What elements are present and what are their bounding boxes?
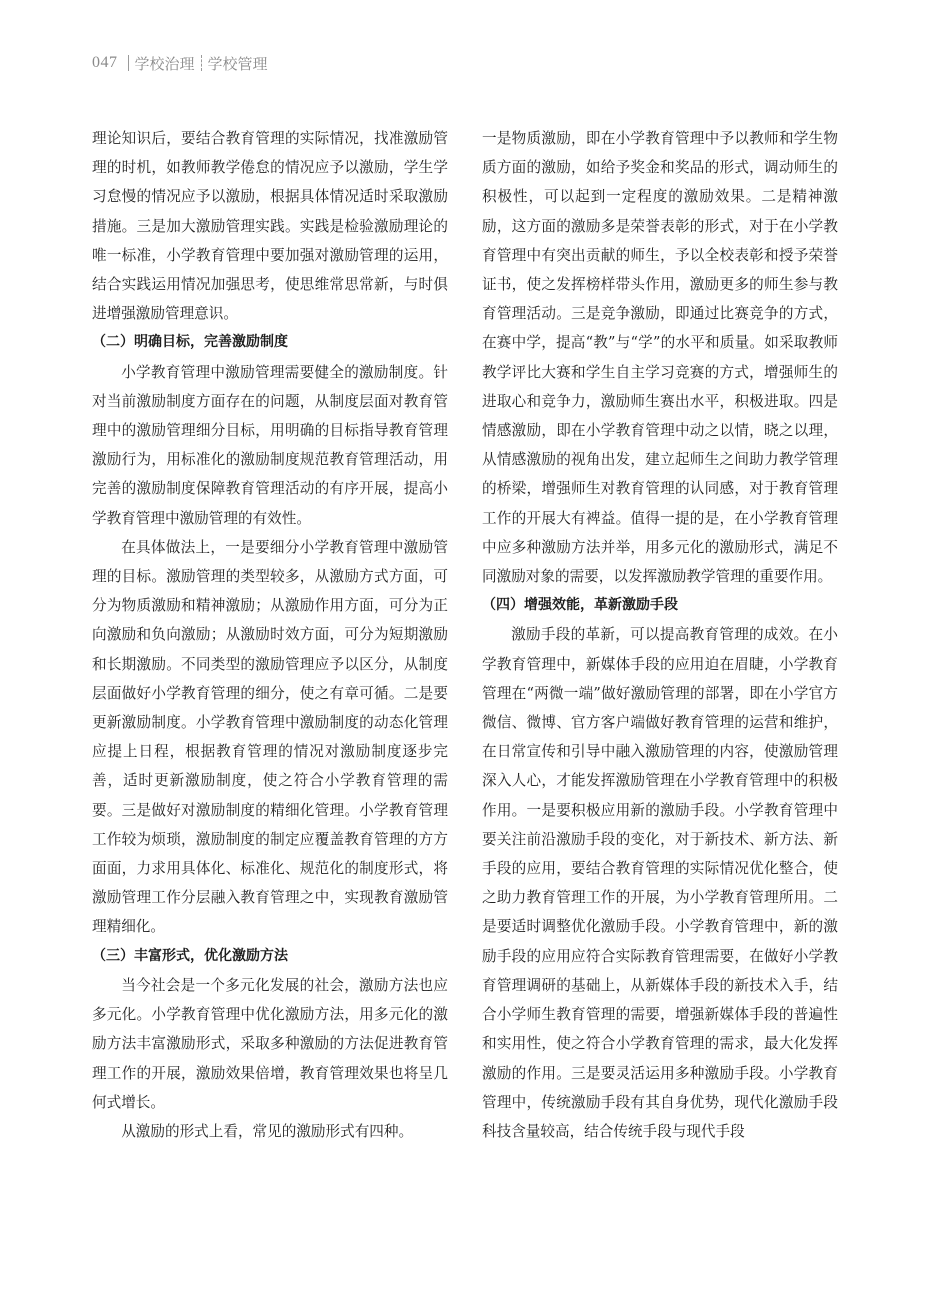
body-paragraph: 一是物质激励，即在小学教育管理中予以教师和学生物质方面的激励，如给予奖金和奖品的形式，调动师生的积极性，可以起到一定程度的激励效果。二是精神激励，这方面的激励多是荣誉表彰的形式，对于在小学教育管理中有突出贡献的师生，予以全校表彰和授予荣誉证书，使之发挥榜样带头作用，激励更多的师生参与教育管理活动。三是竞争激励，即通过比赛竞争的方式，在赛中学，提高“教”与“学”的水平和质量。如采取教师教学评比大赛和学生自主学习竞赛的方式，增强师生的进取心和竞争力，激励师生赛出水平，积极进取。四是情感激励，即在小学教育管理中动之以情，晓之以理，从情感激励的视角出发，建立起师生之间助力教学管理的桥梁，增强师生对教育管理的认同感，对于教育管理工作的开展大有裨益。值得一提的是，在小学教育管理中应多种激励方法并举，用多元化的激励形式，满足不同激励对象的需要，以发挥激励教学管理的重要作用。	[482, 130, 838, 586]
body-paragraph: 在具体做法上，一是要细分小学教育管理中激励管理的目标。激励管理的类型较多，从激励方式方面，可分为物质激励和精神激励；从激励作用方面，可分为正向激励和负向激励；从激励时效方面，可分为短期激励和长期激励。不同类型的激励管理应予以区分，从制度层面做好小学教育管理的细分，使之有章可循。二是要更新激励制度。小学教育管理中激励制度的动态化管理应提上日程，根据教育管理的情况对激励制度逐步完善，适时更新激励制度，使之符合小学教育管理的需要。三是做好对激励制度的精细化管理。小学教育管理工作较为烦琐，激励制度的制定应覆盖教育管理的方方面面，力求用具体化、标准化、规范化的制度形式，将激励管理工作分层融入教育管理之中，实现教育激励管理精细化。	[92, 538, 448, 936]
body-paragraph: 理论知识后，要结合教育管理的实际情况，找准激励管理的时机，如教师教学倦怠的情况应予以激励，学生学习怠慢的情况应予以激励，根据具体情况适时采取激励措施。三是加大激励管理实践。实践是检验激励理论的唯一标准，小学教育管理中要加强对激励管理的运用，结合实践运用情况加强思考，使思维常思常新，与时俱进增强激励管理意识。	[92, 130, 448, 323]
section-heading-2: （二）明确目标，完善激励制度	[92, 334, 288, 351]
page-number: 047	[92, 54, 118, 71]
body-paragraph: 从激励的形式上看，常见的激励形式有四种。	[121, 1122, 414, 1140]
body-paragraph: 当今社会是一个多元化发展的社会，激励方法也应多元化。小学教育管理中优化激励方法，用多元化的激励方法丰富激励形式，采取多种激励的方法促进教育管理工作的开展，激励效果倍增，教育管理效果也将呈几何式增长。	[92, 976, 448, 1111]
header-section: 学校治理	[134, 54, 195, 73]
running-header	[92, 52, 268, 74]
left-column	[92, 124, 448, 1146]
section-heading-4: （四）增强效能，革新激励手段	[482, 597, 678, 614]
section-heading-3: （三）丰富形式，优化激励方法	[92, 947, 288, 964]
right-column	[482, 124, 838, 1146]
body-paragraph: 小学教育管理中激励管理需要健全的激励制度。针对当前激励制度方面存在的问题，从制度层面对教育管理中的激励管理细分目标，用明确的目标指导教育管理激励行为，用标准化的激励制度规范教育管理活动，用完善的激励制度保障教育管理活动的有序开展，提高小学教育管理中激励管理的有效性。	[92, 363, 448, 527]
header-dashed-divider	[201, 55, 202, 71]
body-paragraph: 激励手段的革新，可以提高教育管理的成效。在小学教育管理中，新媒体手段的应用迫在眉睫，小学教育管理在“两微一端”做好激励管理的部署，即在小学官方微信、微博、官方客户端做好教育管理的运营和维护，在日常宣传和引导中融入激励管理的内容，使激励管理深入人心，才能发挥激励管理在小学教育管理中的积极作用。一是要积极应用新的激励手段。小学教育管理中要关注前沿激励手段的变化，对于新技术、新方法、新手段的应用，要结合教育管理的实际情况优化整合，使之助力教育管理工作的开展，为小学教育管理所用。二是要适时调整优化激励手段。小学教育管理中，新的激励手段的应用应符合实际教育管理需要，在做好小学教育管理调研的基础上，从新媒体手段的新技术入手，结合小学师生教育管理的需要，增强新媒体手段的普遍性和实用性，使之符合小学教育管理的需求，最大化发挥激励的作用。三是要灵活运用多种激励手段。小学教育管理中，传统激励手段有其自身优势，现代化激励手段科技含量较高，结合传统手段与现代手段	[482, 626, 838, 1140]
header-subsection: 学校管理	[207, 54, 268, 73]
header-divider	[128, 55, 129, 71]
